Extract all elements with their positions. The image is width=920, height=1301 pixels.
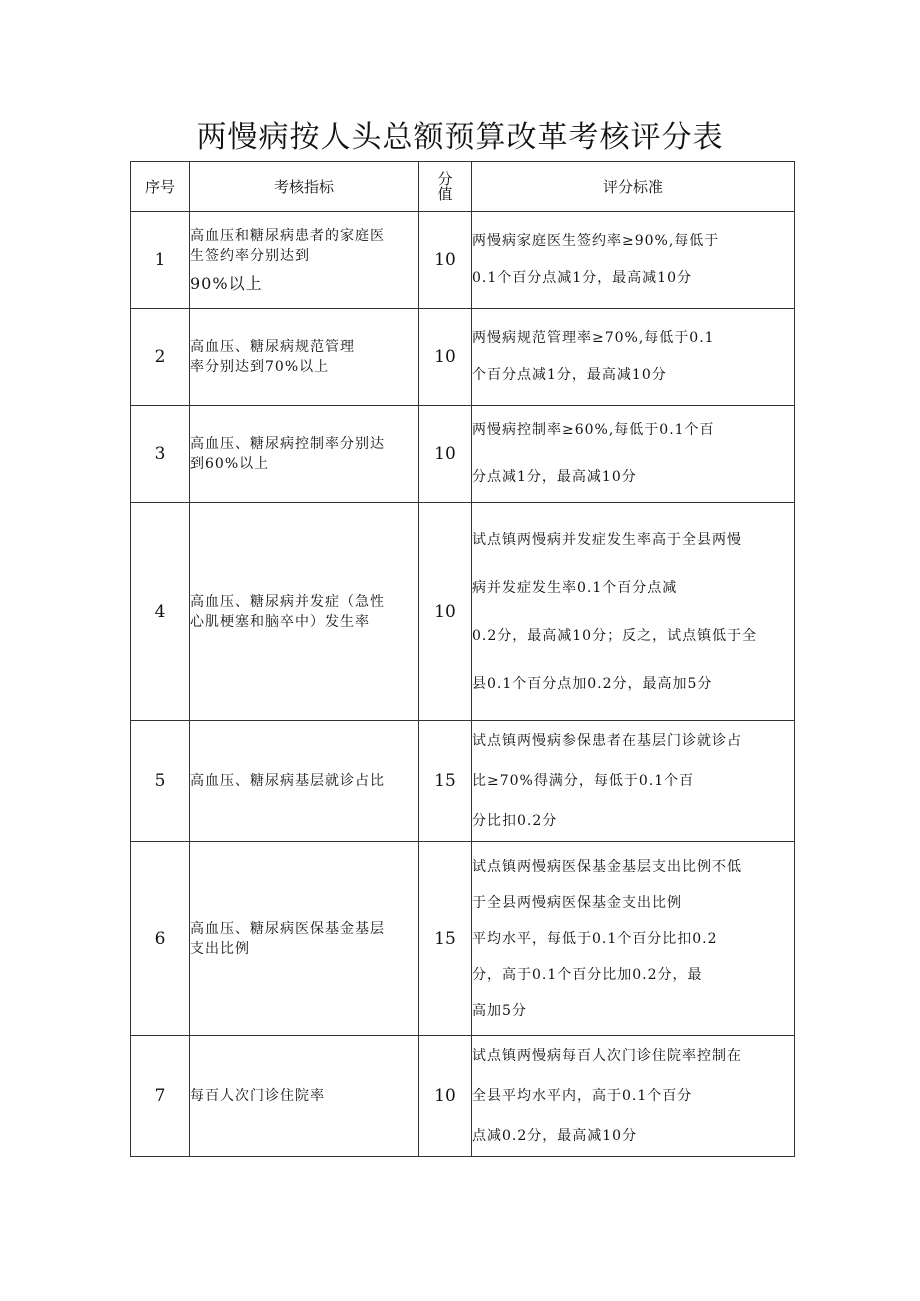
- criteria-line: 分点减1分，最高减10分: [472, 469, 637, 485]
- indicator-line: 支出比例: [190, 940, 250, 957]
- header-score-line1: 分: [437, 169, 453, 188]
- table-row: [131, 721, 795, 842]
- header-row: [131, 162, 795, 212]
- indicator-line: 高血压、糖尿病规范管理: [190, 339, 355, 355]
- criteria-line: 高加5分: [472, 1002, 527, 1019]
- table-row: [131, 842, 795, 1036]
- criteria-line: 0.1个百分点减1分，最高减10分: [472, 270, 692, 286]
- row-criteria: [472, 212, 795, 309]
- scoring-table: [130, 161, 795, 1157]
- row-score: 10: [419, 503, 472, 721]
- criteria-line: 分比扣0.2分: [472, 813, 558, 829]
- header-score: [419, 162, 472, 212]
- criteria-line: 个百分点减1分，最高减10分: [472, 367, 667, 383]
- criteria-line: 试点镇两慢病并发症发生率高于全县两慢: [472, 531, 742, 548]
- row-criteria: [472, 309, 795, 406]
- row-score: 15: [419, 721, 472, 842]
- criteria-line: 两慢病规范管理率≥70%,每低于0.1: [472, 330, 715, 346]
- header-indicator: 考核指标: [190, 162, 419, 212]
- row-indicator: [190, 309, 419, 406]
- criteria-line: 病并发症发生率0.1个百分点减: [472, 579, 678, 596]
- row-criteria: [472, 1036, 795, 1157]
- row-criteria: [472, 406, 795, 503]
- criteria-line: 县0.1个百分点加0.2分，最高加5分: [472, 675, 713, 692]
- row-criteria: [472, 721, 795, 842]
- criteria-line: 两慢病控制率≥60%,每低于0.1个百: [472, 422, 715, 438]
- row-indicator: [190, 842, 419, 1036]
- row-indicator: [190, 406, 419, 503]
- row-score: 10: [419, 212, 472, 309]
- row-indicator: [190, 1036, 419, 1157]
- row-seq: 2: [131, 309, 190, 406]
- indicator-line: 高血压、糖尿病并发症（急性: [190, 593, 385, 610]
- criteria-line: 试点镇两慢病参保患者在基层门诊就诊占: [472, 733, 742, 749]
- row-score: 10: [419, 1036, 472, 1157]
- indicator-line: 到60%以上: [190, 456, 270, 472]
- indicator-line: 高血压、糖尿病基层就诊占比: [190, 773, 385, 789]
- row-indicator: [190, 721, 419, 842]
- row-seq: 7: [131, 1036, 190, 1157]
- row-seq: 3: [131, 406, 190, 503]
- table-row: [131, 212, 795, 309]
- table-row: [131, 503, 795, 721]
- header-seq: 序号: [131, 162, 190, 212]
- row-seq: 4: [131, 503, 190, 721]
- indicator-line: 高血压、糖尿病医保基金基层: [190, 920, 385, 937]
- row-score: 15: [419, 842, 472, 1036]
- indicator-line: 每百人次门诊住院率: [190, 1088, 325, 1104]
- criteria-line: 比≥70%得满分，每低于0.1个百: [472, 773, 695, 789]
- criteria-line: 试点镇两慢病每百人次门诊住院率控制在: [472, 1048, 742, 1064]
- row-score: 10: [419, 309, 472, 406]
- row-score: 10: [419, 406, 472, 503]
- indicator-line: 高血压和糖尿病患者的家庭医: [190, 228, 385, 244]
- table-row: [131, 406, 795, 503]
- table-row: [131, 1036, 795, 1157]
- criteria-line: 两慢病家庭医生签约率≥90%,每低于: [472, 233, 720, 249]
- row-seq: 1: [131, 212, 190, 309]
- header-criteria: 评分标准: [472, 162, 795, 212]
- indicator-line: 心肌梗塞和脑卒中）发生率: [190, 613, 370, 630]
- criteria-line: 全县平均水平内，高于0.1个百分: [472, 1088, 693, 1104]
- indicator-line: 生签约率分别达到: [190, 248, 310, 264]
- row-indicator: [190, 212, 419, 309]
- page-title: 两慢病按人头总额预算改革考核评分表: [196, 120, 724, 155]
- criteria-line: 点减0.2分，最高减10分: [472, 1128, 638, 1144]
- row-indicator: [190, 503, 419, 721]
- indicator-line: 高血压、糖尿病控制率分别达: [190, 436, 385, 452]
- criteria-line: 于全县两慢病医保基金支出比例: [472, 894, 682, 911]
- indicator-line: 90%以上: [190, 274, 263, 293]
- table-row: [131, 309, 795, 406]
- criteria-line: 试点镇两慢病医保基金基层支出比例不低: [472, 858, 742, 875]
- indicator-line: 率分别达到70%以上: [190, 359, 330, 375]
- row-criteria: [472, 503, 795, 721]
- row-seq: 5: [131, 721, 190, 842]
- header-score-line2: 值: [437, 184, 453, 203]
- criteria-line: 平均水平，每低于0.1个百分比扣0.2: [472, 930, 718, 947]
- criteria-line: 0.2分，最高减10分；反之，试点镇低于全: [472, 627, 758, 644]
- row-criteria: [472, 842, 795, 1036]
- criteria-line: 分，高于0.1个百分比加0.2分，最: [472, 966, 703, 983]
- row-seq: 6: [131, 842, 190, 1036]
